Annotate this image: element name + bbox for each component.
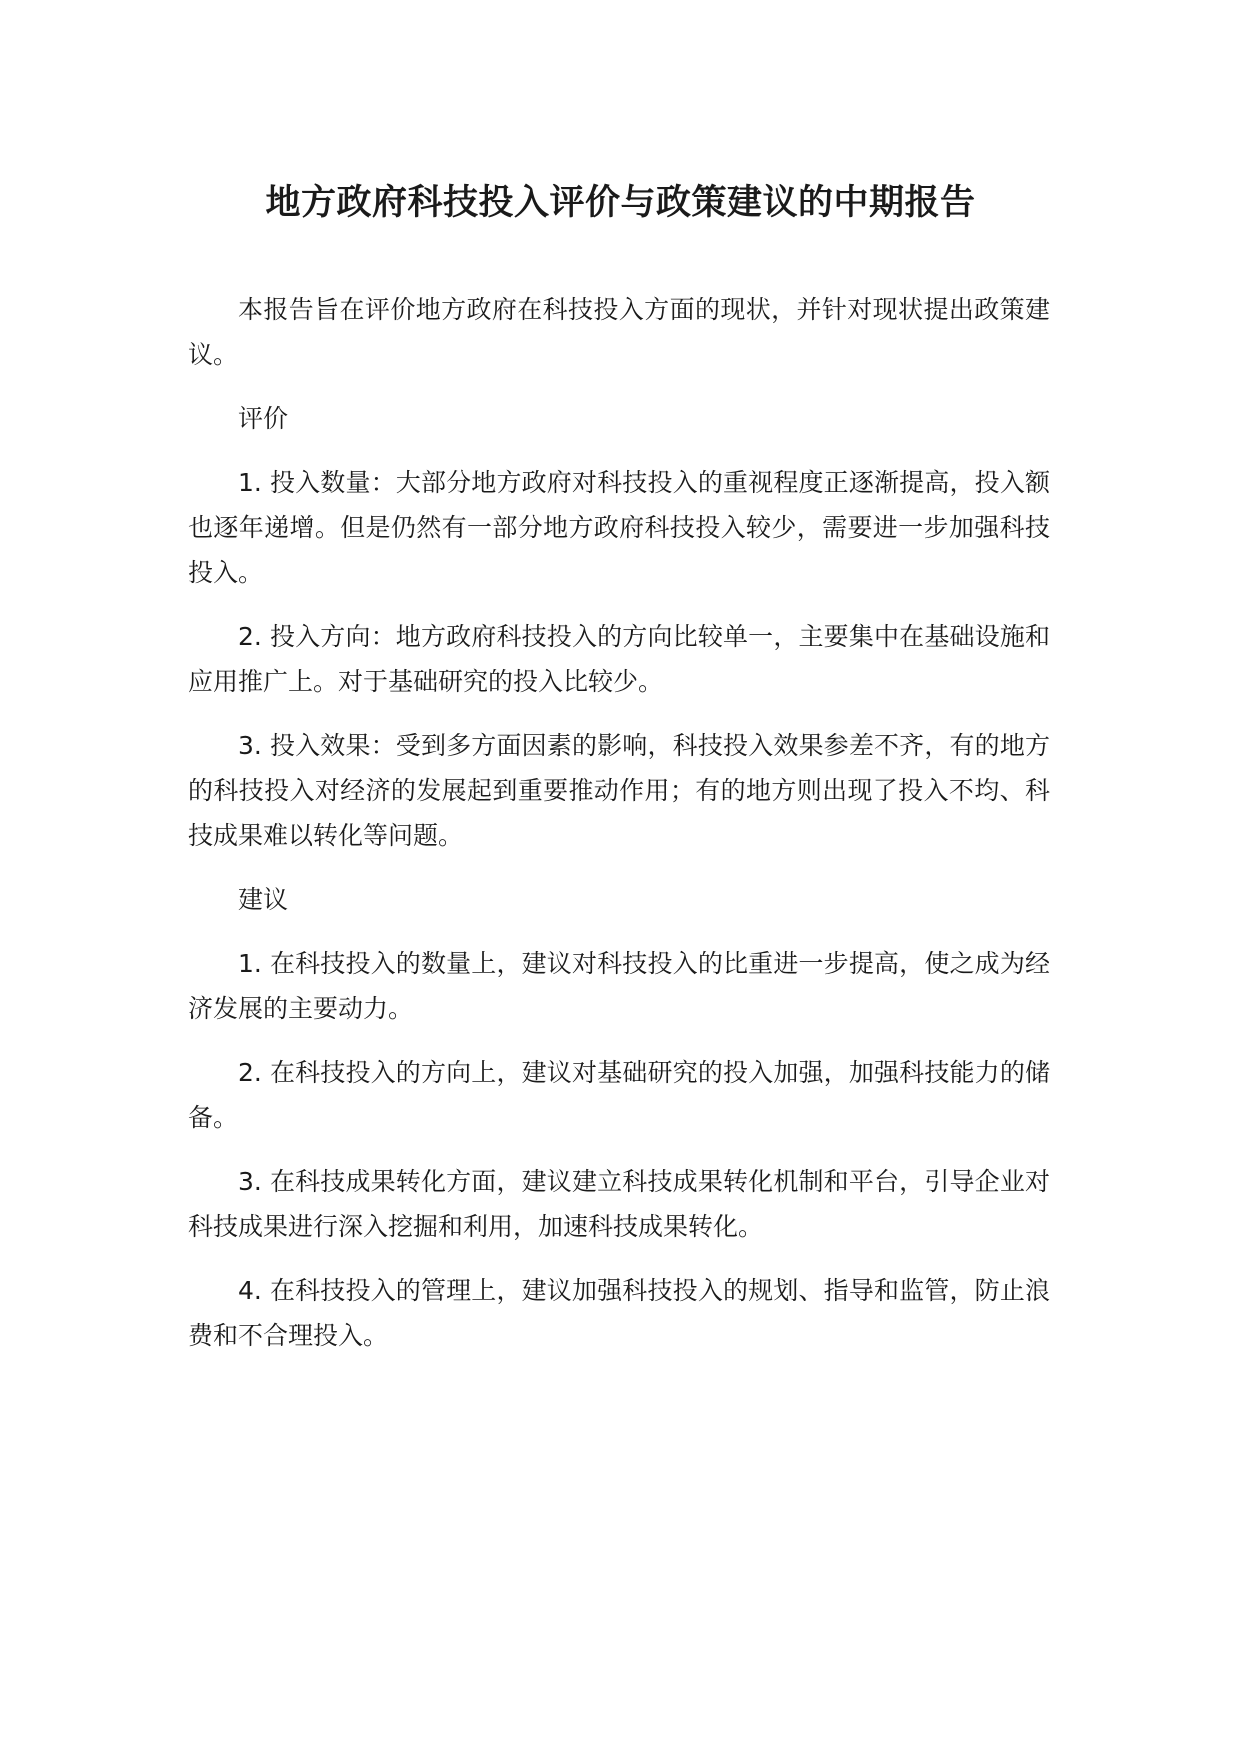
evaluation-item: 2. 投入方向：地方政府科技投入的方向比较单一，主要集中在基础设施和应用推广上。对于基础研究的投入比较少。 — [188, 622, 1050, 696]
suggestion-item: 1. 在科技投入的数量上，建议对科技投入的比重进一步提高，使之成为经济发展的主要动力。 — [188, 949, 1050, 1023]
suggestion-item: 4. 在科技投入的管理上，建议加强科技投入的规划、指导和监管，防止浪费和不合理投入。 — [188, 1276, 1050, 1350]
document-body — [188, 287, 1050, 1377]
suggestions-heading: 建议 — [238, 885, 289, 914]
suggestion-item: 3. 在科技成果转化方面，建议建立科技成果转化机制和平台，引导企业对科技成果进行深入挖掘和利用，加速科技成果转化。 — [188, 1167, 1050, 1241]
evaluation-item: 3. 投入效果：受到多方面因素的影响，科技投入效果参差不齐，有的地方的科技投入对经济的发展起到重要推动作用；有的地方则出现了投入不均、科技成果难以转化等问题。 — [188, 731, 1050, 850]
document-title: 地方政府科技投入评价与政策建议的中期报告 — [265, 183, 976, 223]
intro-paragraph: 本报告旨在评价地方政府在科技投入方面的现状，并针对现状提出政策建议。 — [188, 295, 1050, 369]
evaluation-item: 1. 投入数量：大部分地方政府对科技投入的重视程度正逐渐提高，投入额也逐年递增。但是仍然有一部分地方政府科技投入较少，需要进一步加强科技投入。 — [188, 468, 1050, 587]
evaluation-heading: 评价 — [238, 404, 289, 433]
suggestion-item: 2. 在科技投入的方向上，建议对基础研究的投入加强，加强科技能力的储备。 — [188, 1058, 1050, 1132]
